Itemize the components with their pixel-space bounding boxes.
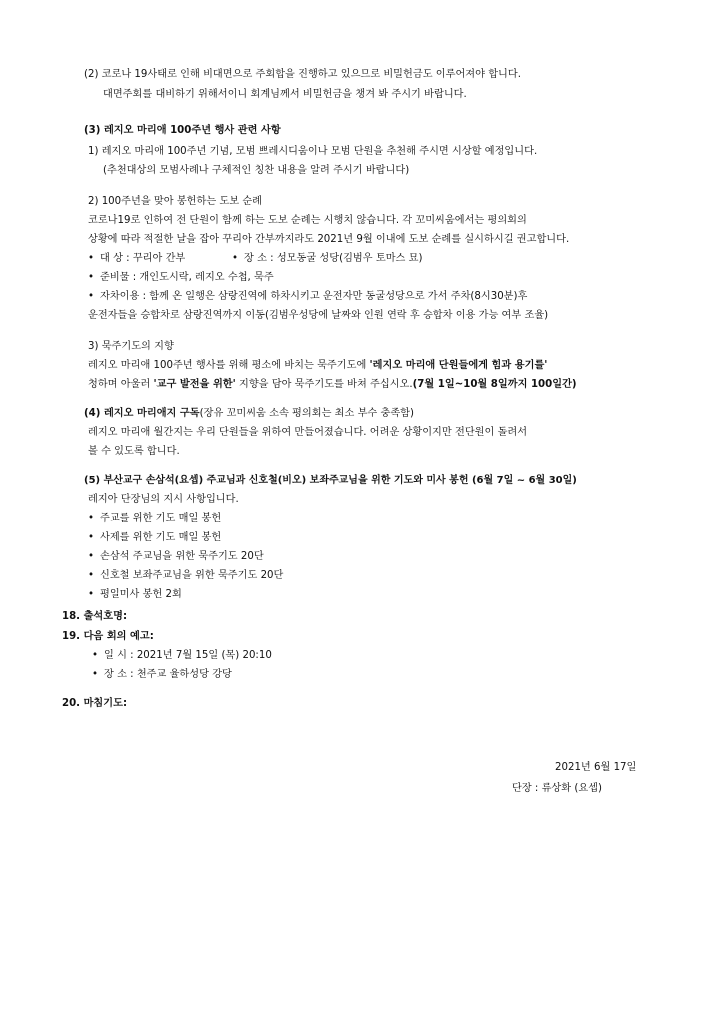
item-18-attendance: 18. 출석호명:	[62, 611, 128, 622]
sec3-p2-line-2: 상황에 따라 적절한 날을 잡아 꾸리아 간부까지라도 2021년 9월 이내에 도보 순례를 실시하시길 권고합니다.	[88, 234, 570, 245]
sec5-intro: 레지아 단장님의 지시 사항입니다.	[88, 494, 239, 505]
sec3-p2-bullet-target: • 대 상 : 꾸리아 간부	[88, 249, 185, 268]
sec3-p2-line-1: 코로나19로 인하여 전 단원이 함께 하는 도보 순례는 시행치 않습니다. 각 꼬미씨움에서는 평의회의	[88, 215, 527, 226]
item-19-place: • 장 소 : 천주교 율하성당 강당	[92, 665, 232, 684]
footer-date: 2021년 6월 17일	[555, 762, 637, 773]
sec3-p3-line-2-text-c: 지향을 담아 묵주기도를 바쳐 주십시오.	[235, 379, 413, 390]
sec3-p3-period: (7월 1일~10월 8일까지 100일간)	[412, 379, 577, 390]
sec3-p3-intention-2: '교구 발전을 위한'	[153, 379, 236, 390]
sec5-list-item: • 평일미사 봉헌 2회	[88, 585, 182, 604]
sec5-heading: (5) 부산교구 손삼석(요셉) 주교님과 신호철(비오) 보좌주교님을 위한 기도와 미사 봉헌 (6월 7일 ~ 6월 30일)	[84, 475, 577, 486]
sec3-p3-intention-1: '레지오 마리애 단원들에게 힘과 용기를'	[369, 360, 548, 371]
sec5-list-item: • 신호철 보좌주교님을 위한 묵주기도 20단	[88, 566, 283, 585]
sec4-heading	[84, 404, 414, 423]
sec3-heading: (3) 레지오 마리애 100주년 행사 관련 사항	[84, 125, 281, 136]
sec3-p3-line-1-text: 레지오 마리애 100주년 행사를 위해 평소에 바치는 묵주기도에	[88, 360, 370, 371]
sec2-line-1: (2) 코로나 19사태로 인해 비대면으로 주회합을 진행하고 있으므로 비밀헌금도 이루어져야 합니다.	[84, 69, 521, 80]
sec3-p2-heading: 2) 100주년을 맞아 봉헌하는 도보 순례	[88, 196, 263, 207]
sec3-p3-heading: 3) 묵주기도의 지향	[88, 341, 174, 352]
sec5-list-item: • 손삼석 주교님을 위한 묵주기도 20단	[88, 547, 264, 566]
sec3-p3-line-1	[88, 356, 547, 375]
sec4-line-2: 볼 수 있도록 합니다.	[88, 446, 180, 457]
sec3-p2-bullet-supplies: • 준비물 : 개인도시락, 레지오 수첩, 묵주	[88, 268, 274, 287]
sec3-p2-bullet-car: • 자차이용 : 함께 온 일행은 삼랑진역에 하차시키고 운전자만 동굴성당으로 가서 주차(8시30분)후	[88, 287, 527, 306]
sec4-line-1: 레지오 마리애 월간지는 우리 단원들을 위하여 만들어졌습니다. 어려운 상황이지만 전단원이 돌려서	[88, 427, 528, 438]
sec4-heading-note: (장유 꼬미씨움 소속 평의회는 최소 부수 충족함)	[199, 408, 414, 419]
sec5-list-item: • 사제를 위한 기도 매일 봉헌	[88, 528, 221, 547]
sec2-line-2: 대면주회를 대비하기 위해서이니 회계님께서 비밀헌금을 챙겨 봐 주시기 바랍니다.	[103, 89, 467, 100]
item-19-date: • 일 시 : 2021년 7월 15일 (목) 20:10	[92, 646, 272, 665]
sec3-p2-bullet-place: • 장 소 : 성모동굴 성당(김범우 토마스 묘)	[232, 249, 422, 268]
footer-signature: 단장 : 류상화 (요셉)	[512, 783, 602, 794]
sec3-p3-line-2-text-a: 청하며 아울러	[88, 379, 154, 390]
sec3-p3-line-2	[88, 375, 577, 394]
sec3-p1-line-1: 1) 레지오 마리애 100주년 기념, 모범 쁘레시디움이나 모범 단원을 추천해 주시면 시상할 예정입니다.	[88, 146, 538, 157]
sec3-p1-line-2: (추천대상의 모범사례나 구체적인 칭찬 내용을 알려 주시기 바랍니다)	[103, 165, 410, 176]
sec5-list-item: • 주교를 위한 기도 매일 봉헌	[88, 509, 221, 528]
sec4-heading-title: (4) 레지오 마리애지 구독	[84, 408, 200, 419]
item-20-closing-prayer: 20. 마침기도:	[62, 698, 128, 709]
item-19-next-meeting: 19. 다음 회의 예고:	[62, 631, 154, 642]
sec3-p2-car-line-2: 운전자들을 승합차로 삼랑진역까지 이동(김범우성당에 날짜와 인원 연락 후 승합차 이용 가능 여부 조율)	[88, 310, 549, 321]
